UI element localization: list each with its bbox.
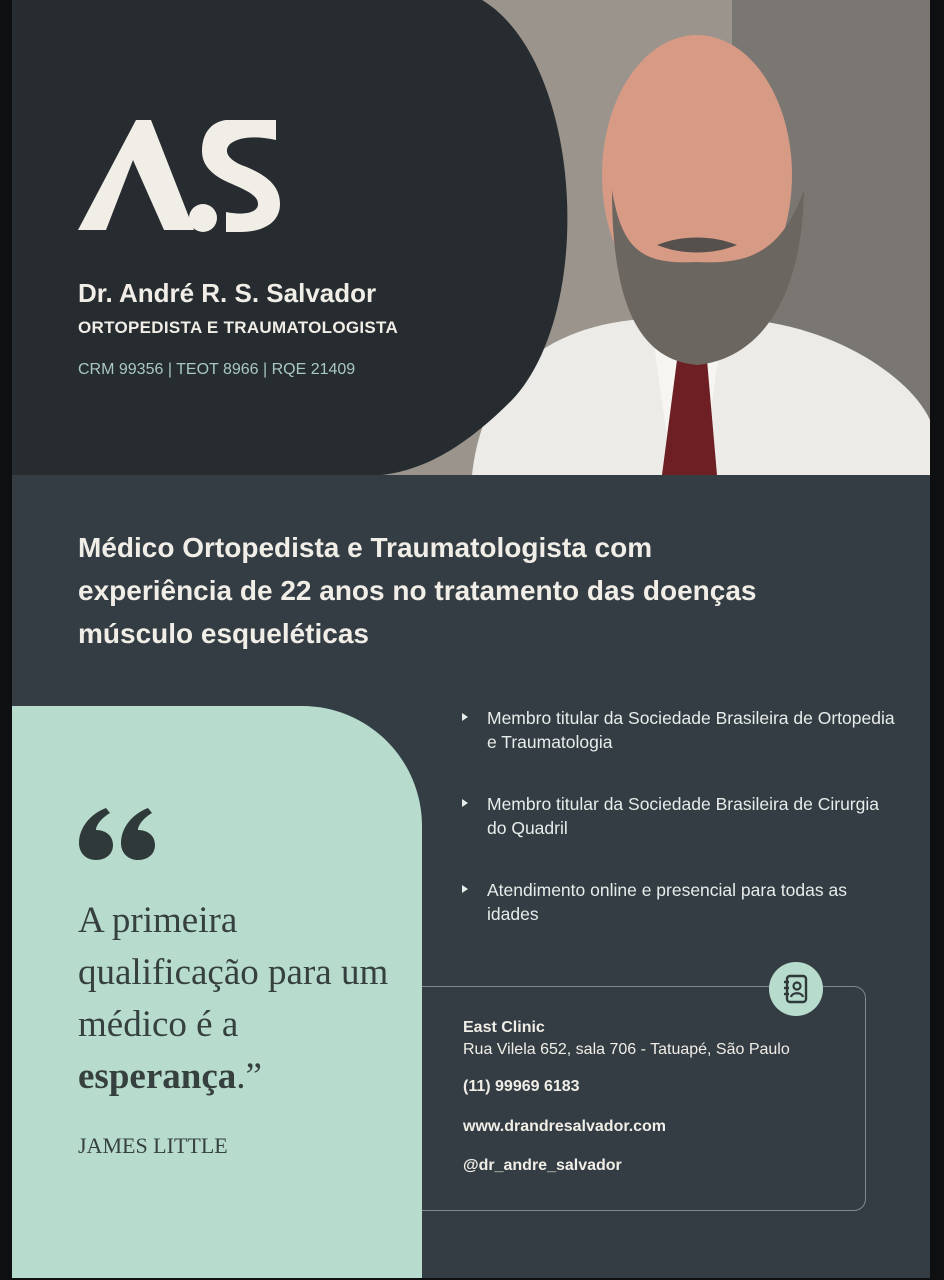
bullet-icon: [462, 799, 468, 807]
as-monogram-icon: [78, 118, 283, 233]
quote-text-start: A primeira qualificação para um médico é a: [78, 900, 389, 1045]
list-item: [462, 706, 902, 754]
credentials-list: [462, 706, 902, 964]
list-item: [462, 792, 902, 840]
quote-text-end: .”: [236, 1056, 262, 1097]
intro-statement: Médico Ortopedista e Traumatologista com experiência de 22 anos no tratamento das doenças músculo esqueléticas: [78, 532, 757, 649]
quote-mark-icon: [78, 808, 156, 865]
contact-book-icon: [769, 962, 823, 1016]
bullet-icon: [462, 885, 468, 893]
specialty-title: ORTOPEDISTA E TRAUMATOLOGISTA: [78, 318, 399, 337]
phone-number[interactable]: (11) 99969 6183: [463, 1078, 580, 1095]
clinic-address: Rua Vilela 652, sala 706 - Tatuapé, São Paulo: [463, 1041, 790, 1058]
website-link[interactable]: www.drandresalvador.com: [463, 1118, 667, 1135]
list-item-text: Membro titular da Sociedade Brasileira de Ortopedia e Traumatologia: [487, 708, 895, 752]
clinic-name: East Clinic: [463, 1019, 545, 1036]
brand-logo: [78, 118, 283, 238]
list-item-text: Membro titular da Sociedade Brasileira de Cirurgia do Quadril: [487, 794, 879, 838]
instagram-handle[interactable]: @dr_andre_salvador: [463, 1157, 622, 1174]
quote-emphasis: esperança: [78, 1056, 237, 1097]
list-item-text: Atendimento online e presencial para todas as idades: [487, 880, 847, 924]
quote-author: JAMES LITTLE: [78, 1133, 228, 1158]
doctor-name: Dr. André R. S. Salvador: [78, 278, 377, 308]
credentials: CRM 99356 | TEOT 8966 | RQE 21409: [78, 361, 356, 378]
list-item: [462, 878, 902, 926]
flyer: [12, 0, 930, 1278]
quote-text: [78, 895, 398, 1103]
bullet-icon: [462, 713, 468, 721]
